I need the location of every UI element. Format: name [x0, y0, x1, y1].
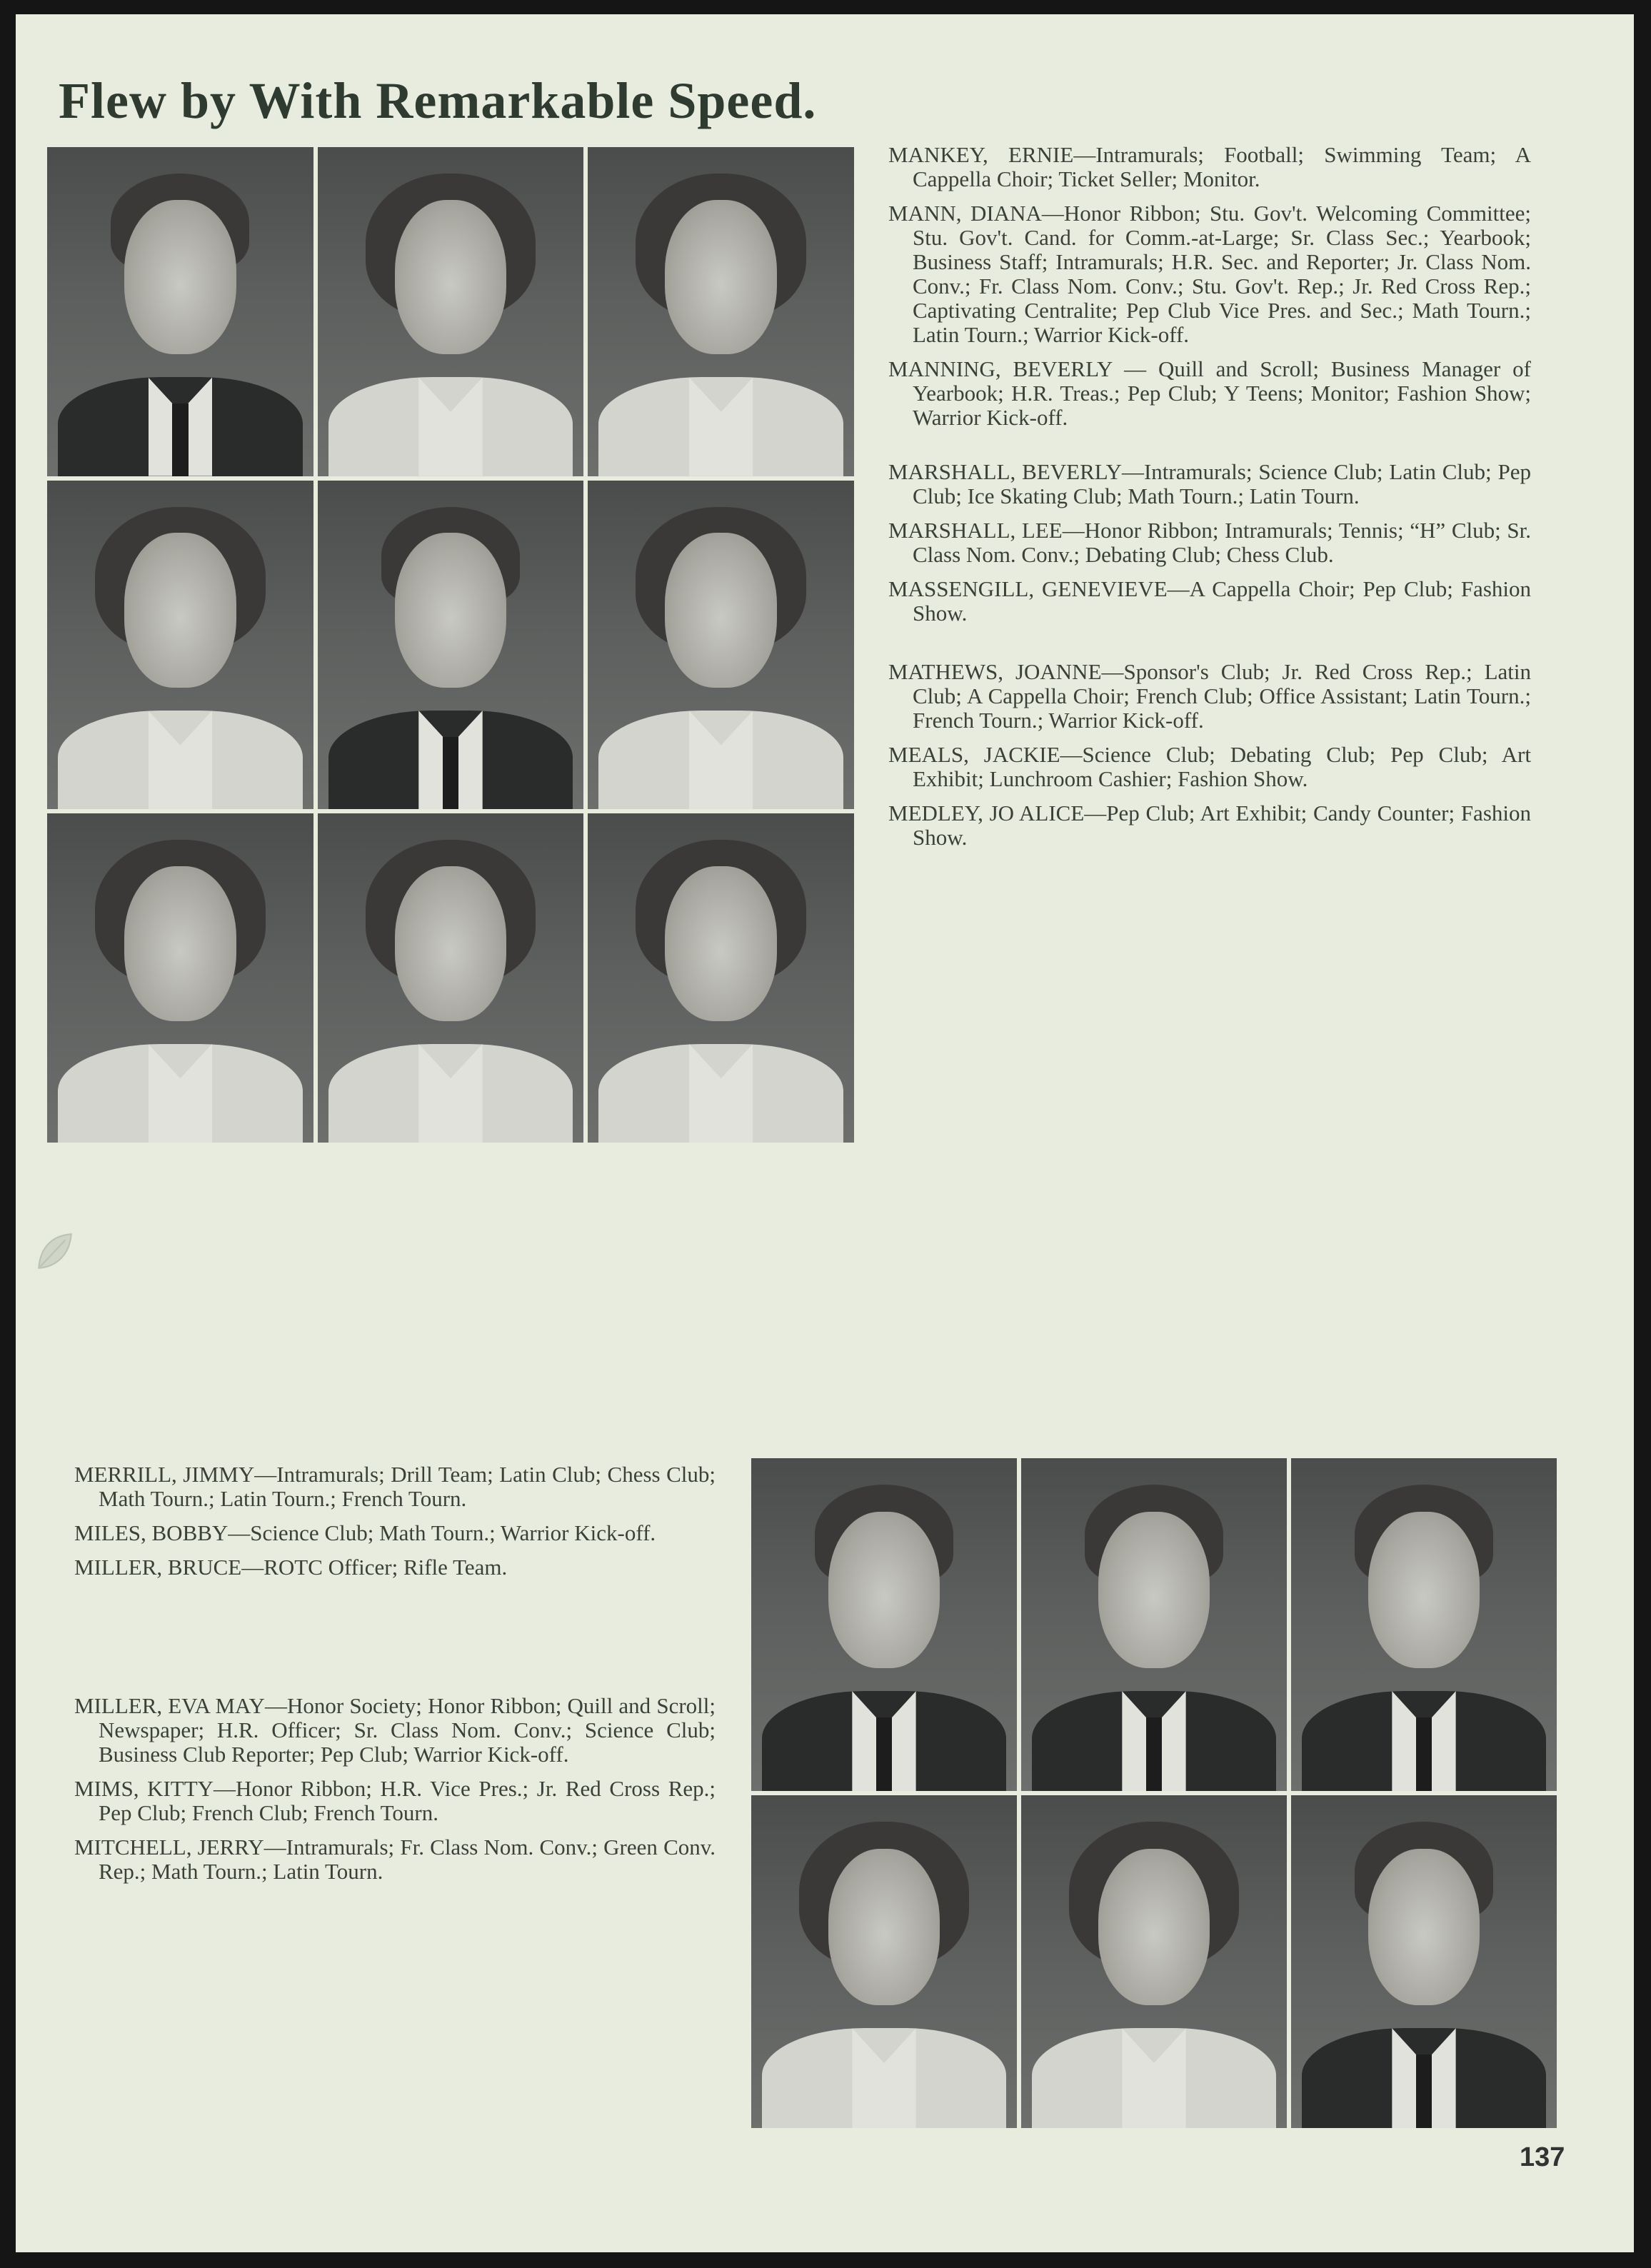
bio-list-bottom: [74, 1462, 716, 1884]
page-headline: Flew by With Remarkable Speed.: [59, 72, 817, 129]
page-number: 137: [1520, 2142, 1565, 2172]
bio-entry: MARSHALL, BEVERLY—Intramurals; Science Club; Latin Club; Pep Club; Ice Skating Club; Math Tourn.; Latin Tourn.: [888, 459, 1531, 508]
portrait-photo: [588, 813, 854, 1143]
portrait-photo: [318, 147, 584, 476]
bio-entry: MIMS, KITTY—Honor Ribbon; H.R. Vice Pres.; Jr. Red Cross Rep.; Pep Club; French Club; French Tourn.: [74, 1776, 716, 1825]
bio-entry: MARSHALL, LEE—Honor Ribbon; Intramurals; Tennis; “H” Club; Sr. Class Nom. Conv.; Debating Club; Chess Club.: [888, 518, 1531, 567]
bio-entry: MANNING, BEVERLY — Quill and Scroll; Business Manager of Yearbook; H.R. Treas.; Pep Club; Y Teens; Monitor; Fashion Show; Warrior Kick-off.: [888, 356, 1531, 430]
portrait-photo: [1021, 1795, 1287, 2128]
portrait-photo: [751, 1795, 1017, 2128]
bio-entry: MITCHELL, JERRY—Intramurals; Fr. Class Nom. Conv.; Green Conv. Rep.; Math Tourn.; Latin Tourn.: [74, 1835, 716, 1884]
bio-entry: MATHEWS, JOANNE—Sponsor's Club; Jr. Red Cross Rep.; Latin Club; A Cappella Choir; French Club; Office Assistant; Latin Tourn.; French Tourn.; Warrior Kick-off.: [888, 659, 1531, 733]
bio-entry: MILLER, EVA MAY—Honor Society; Honor Ribbon; Quill and Scroll; Newspaper; H.R. Officer; Sr. Class Nom. Conv.; Science Club; Business Club Reporter; Pep Club; Warrior Kick-off.: [74, 1693, 716, 1767]
bio-entry: MILES, BOBBY—Science Club; Math Tourn.; Warrior Kick-off.: [74, 1520, 656, 1545]
bio-entry: MANKEY, ERNIE—Intramurals; Football; Swimming Team; A Cappella Choir; Ticket Seller; Monitor.: [888, 142, 1531, 191]
yearbook-page: [16, 14, 1634, 2252]
portrait-photo: [1291, 1458, 1557, 1791]
portrait-photo: [1021, 1458, 1287, 1791]
portrait-photo: [1291, 1795, 1557, 2128]
portrait-photo: [588, 481, 854, 810]
portrait-photo: [588, 147, 854, 476]
bio-entry: MASSENGILL, GENEVIEVE—A Cappella Choir; Pep Club; Fashion Show.: [888, 576, 1531, 626]
portrait-grid-bottom: [751, 1458, 1557, 2128]
portrait-photo: [751, 1458, 1017, 1791]
bio-entry: MANN, DIANA—Honor Ribbon; Stu. Gov't. Welcoming Committee; Stu. Gov't. Cand. for Comm.-at-Large; Sr. Class Sec.; Yearbook; Business Staff; Intramurals; H.R. Sec. and Reporter; Jr. Class Nom. Conv.; Fr. Class Nom. Conv.; Stu. Gov't. Rep.; Jr. Red Cross Rep.; Captivating Centralite; Pep Club Vice Pres. and Sec.; Math Tourn.; Latin Tourn.; Warrior Kick-off.: [888, 201, 1531, 347]
portrait-photo: [318, 481, 584, 810]
bio-entry: MEALS, JACKIE—Science Club; Debating Club; Pep Club; Art Exhibit; Lunchroom Cashier; Fashion Show.: [888, 742, 1531, 791]
portrait-photo: [47, 147, 313, 476]
portrait-photo: [47, 481, 313, 810]
portrait-photo: [318, 813, 584, 1143]
bio-entry: MILLER, BRUCE—ROTC Officer; Rifle Team.: [74, 1555, 508, 1580]
bio-entry: MERRILL, JIMMY—Intramurals; Drill Team; Latin Club; Chess Club; Math Tourn.; Latin Tourn.; French Tourn.: [74, 1462, 716, 1511]
bio-entry: MEDLEY, JO ALICE—Pep Club; Art Exhibit; Candy Counter; Fashion Show.: [888, 801, 1531, 850]
portrait-photo: [47, 813, 313, 1143]
portrait-grid-top: [47, 147, 854, 1143]
bio-list-top: [888, 143, 1531, 850]
leaf-icon: [33, 1230, 77, 1274]
